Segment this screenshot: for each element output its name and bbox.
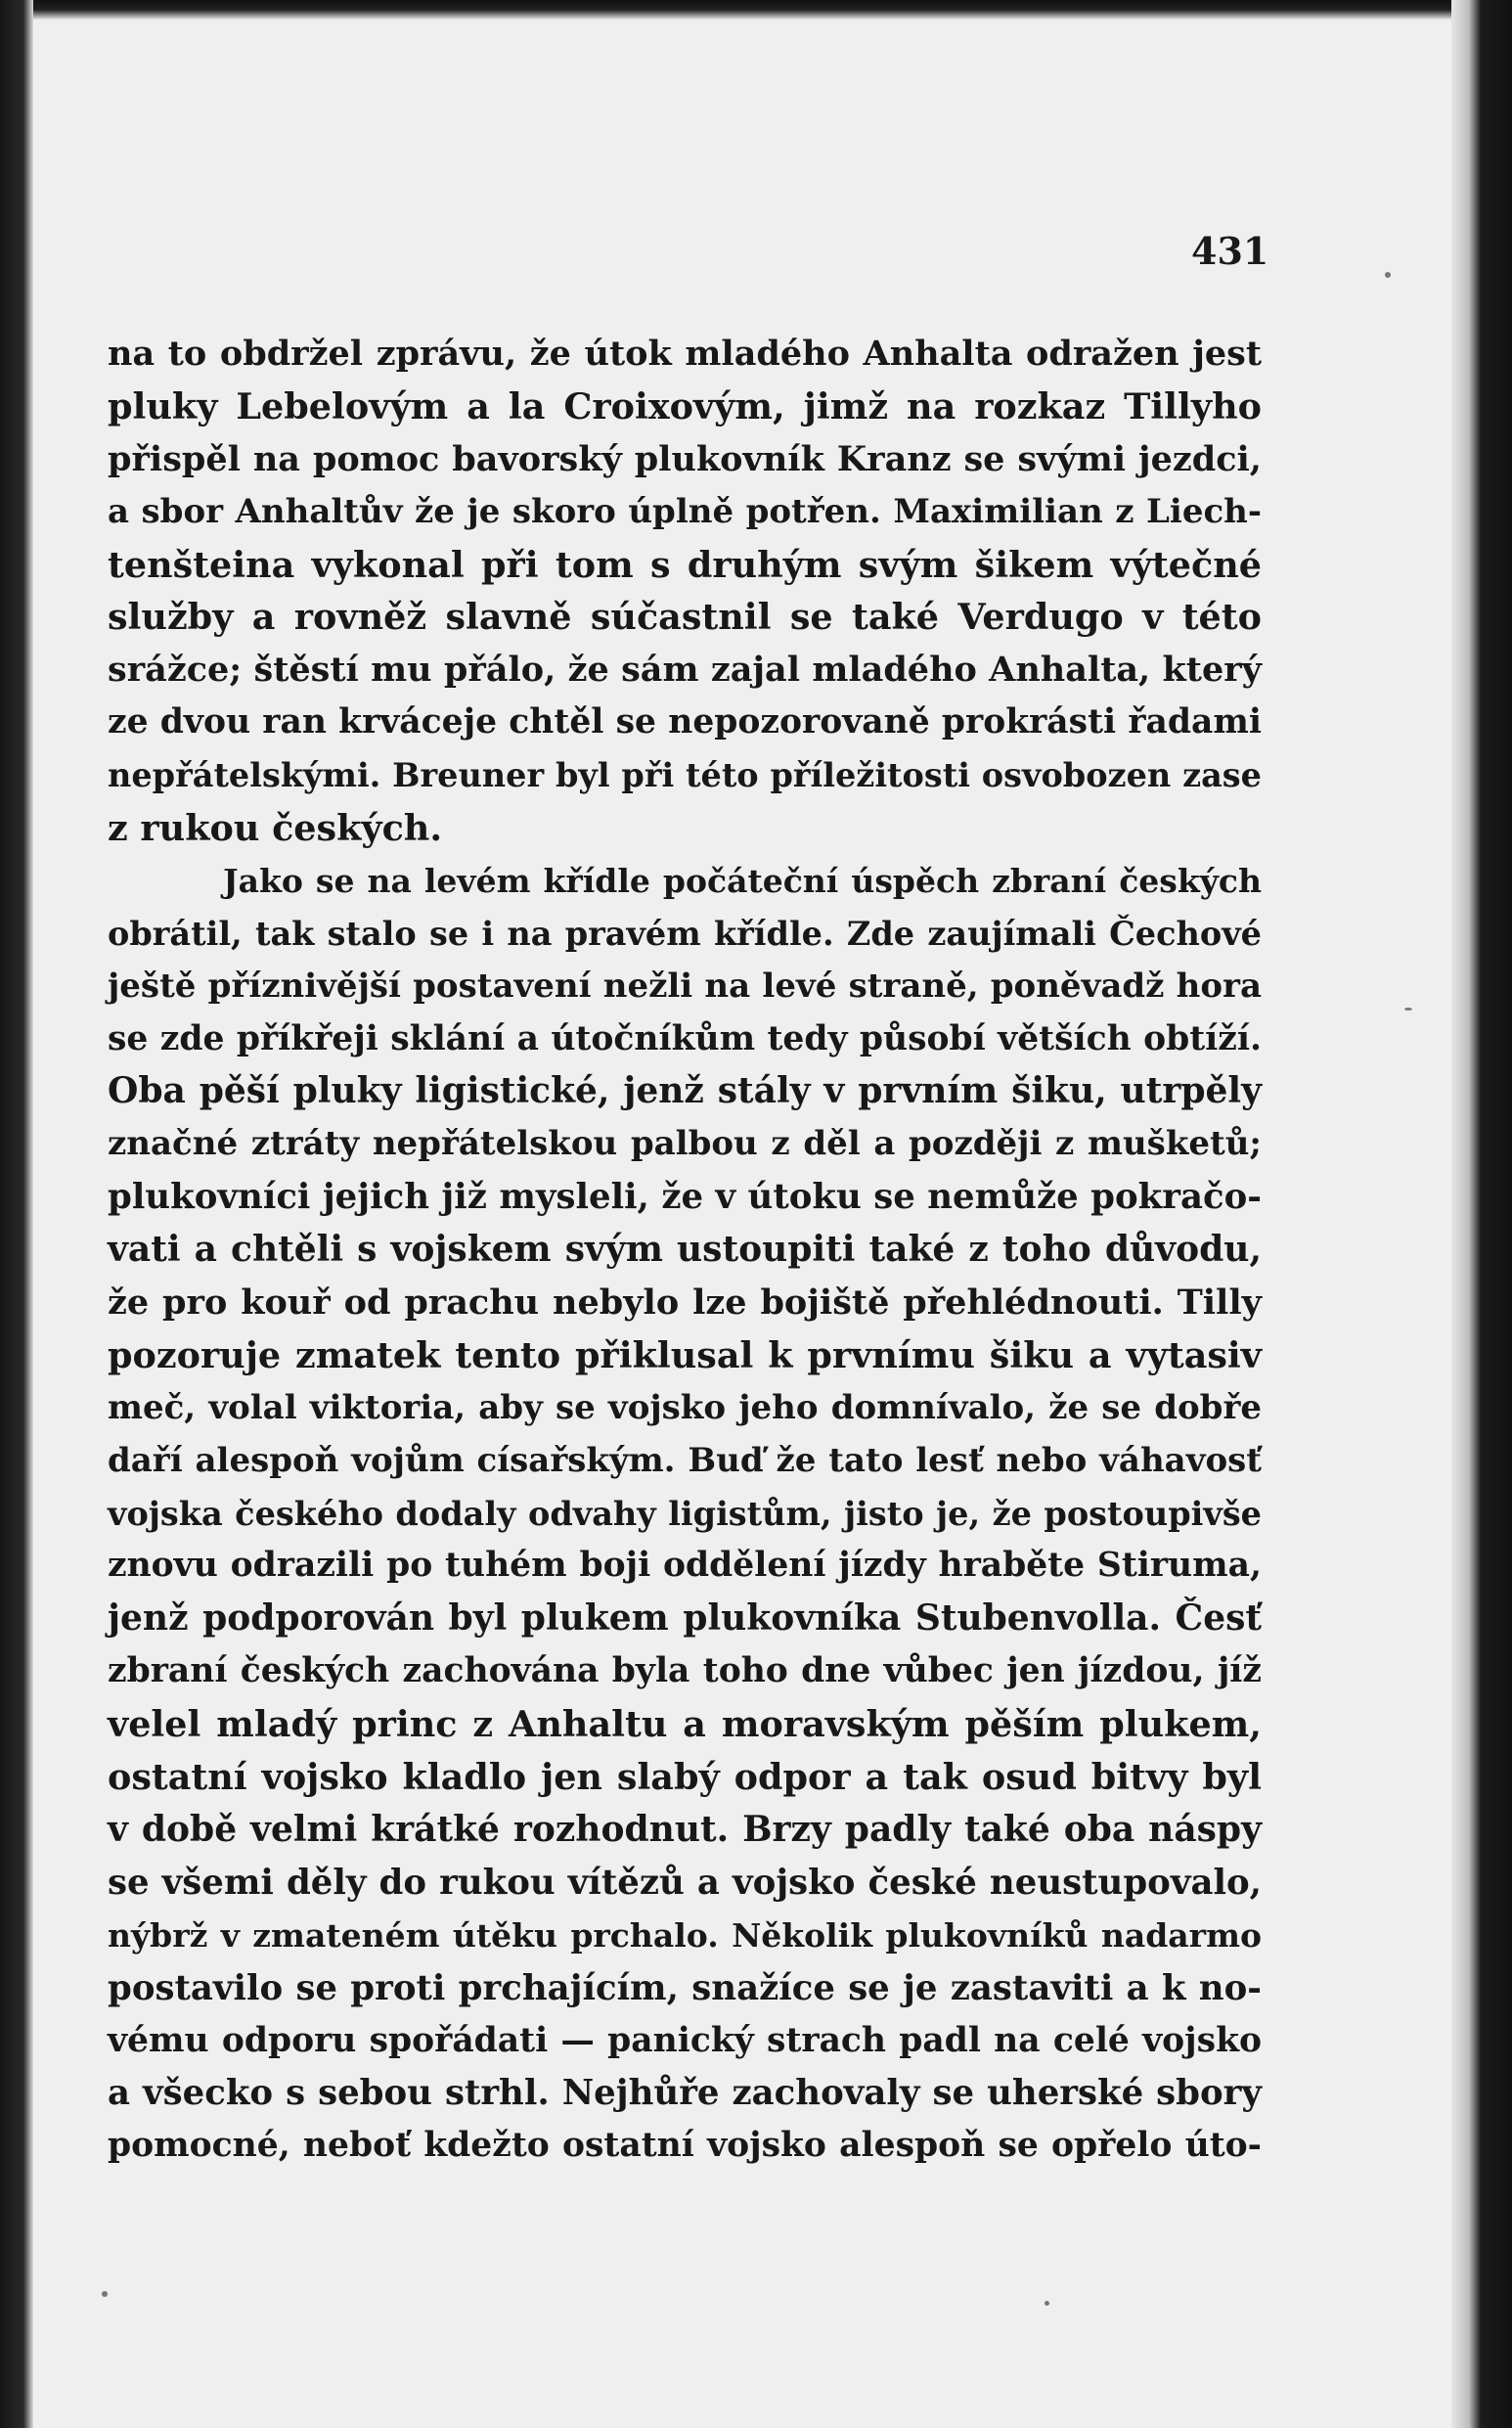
- text-line: přispěl na pomoc bavorský plukovník Kranz se svými jezdci,: [108, 438, 1262, 479]
- text-line: pomocné, neboť kdežto ostatní vojsko alespoň se opřelo úto-: [108, 2126, 1262, 2166]
- text-line: tenšteina vykonal při tom s druhým svým šikem výtečné: [108, 543, 1262, 586]
- text-line: služby a rovněž slavně súčastnil se také Verdugo v této: [108, 596, 1262, 639]
- text-line: že pro kouř od prachu nebylo lze bojiště přehlédnouti. Tilly: [108, 1282, 1262, 1324]
- text-line: se zde příkřeji sklání a útočníkům tedy působí větších obtíží.: [108, 1018, 1262, 1058]
- text-line: Oba pěší pluky ligistické, jenž stály v prvním šiku, utrpěly: [108, 1070, 1262, 1112]
- body-text: [108, 328, 1262, 2173]
- text-line: na to obdržel zprávu, že útok mladého Anhalta odražen jest: [108, 334, 1262, 374]
- text-line: srážce; štěstí mu přálo, že sám zajal mladého Anhalta, který: [108, 650, 1262, 691]
- text-line: z rukou českých.: [108, 807, 443, 850]
- paper-speck: [1045, 2301, 1049, 2306]
- text-line: ještě příznivější postavení nežli na levé straně, poněvadž hora: [108, 966, 1262, 1006]
- text-line: pozoruje zmatek tento přiklusal k prvnímu šiku a vytasiv: [108, 1333, 1262, 1376]
- text-line: Jako se na levém křídle počáteční úspěch zbraní českých: [223, 861, 1262, 900]
- page-left-edge: [0, 0, 33, 2428]
- text-line: značné ztráty nepřátelskou palbou z děl a později z mušketů;: [108, 1124, 1262, 1164]
- text-line: se všemi děly do rukou vítězů a vojsko české neustupovalo,: [108, 1862, 1262, 1903]
- text-line: vému odporu spořádati — panický strach padl na celé vojsko: [108, 2020, 1262, 2060]
- text-line: a všecko s sebou strhl. Nejhůře zachovaly se uherské sbory: [108, 2073, 1262, 2114]
- text-line: jenž podporován byl plukem plukovníka Stubenvolla. Česť: [108, 1597, 1262, 1640]
- text-line: nepřátelskými. Breuner byl při této příležitosti osvobozen zase: [108, 756, 1262, 795]
- text-line: plukovníci jejich již mysleli, že v útoku se nemůže pokračo-: [108, 1177, 1262, 1218]
- text-line: a sbor Anhaltův že je skoro úplně potřen. Maximilian z Liech-: [108, 491, 1262, 531]
- text-line: postavilo se proti prchajícím, snažíce se je zastaviti a k no-: [108, 1967, 1262, 2008]
- text-line: pluky Lebelovým a la Croixovým, jimž na rozkaz Tillyho: [108, 384, 1262, 427]
- text-line: meč, volal viktoria, aby se vojsko jeho domnívalo, že se dobře: [108, 1387, 1262, 1427]
- text-line: ostatní vojsko kladlo jen slabý odpor a tak osud bitvy byl: [108, 1756, 1262, 1799]
- text-line: v době velmi krátké rozhodnut. Brzy padly také oba náspy: [108, 1808, 1262, 1850]
- page-right-edge: [1451, 0, 1512, 2428]
- text-line: vojska českého dodaly odvahy ligistům, jisto je, že postoupivše: [108, 1494, 1262, 1533]
- text-line: nýbrž v zmateném útěku prchalo. Několik plukovníků nadarmo: [108, 1915, 1262, 1955]
- text-line: obrátil, tak stalo se i na pravém křídle. Zde zaujímali Čechové: [108, 914, 1262, 953]
- page-top-edge: [0, 0, 1512, 20]
- paper-speck: [1385, 272, 1391, 278]
- text-line: vati a chtěli s vojskem svým ustoupiti také z toho důvodu,: [108, 1229, 1262, 1271]
- text-line: znovu odrazili po tuhém boji oddělení jízdy hraběte Stiruma,: [108, 1546, 1262, 1586]
- text-line: velel mladý princ z Anhaltu a moravským pěším plukem,: [108, 1703, 1262, 1746]
- text-line: ze dvou ran krváceje chtěl se nepozorovaně prokrásti řadami: [108, 702, 1262, 742]
- paper-speck: [102, 2291, 108, 2297]
- page-number: 431: [1191, 229, 1269, 273]
- text-line: zbraní českých zachována byla toho dne vůbec jen jízdou, jíž: [108, 1651, 1262, 1691]
- text-line: daří alespoň vojům císařským. Buď že tato lesť nebo váhavosť: [108, 1440, 1262, 1480]
- paper-speck: [1404, 1008, 1412, 1011]
